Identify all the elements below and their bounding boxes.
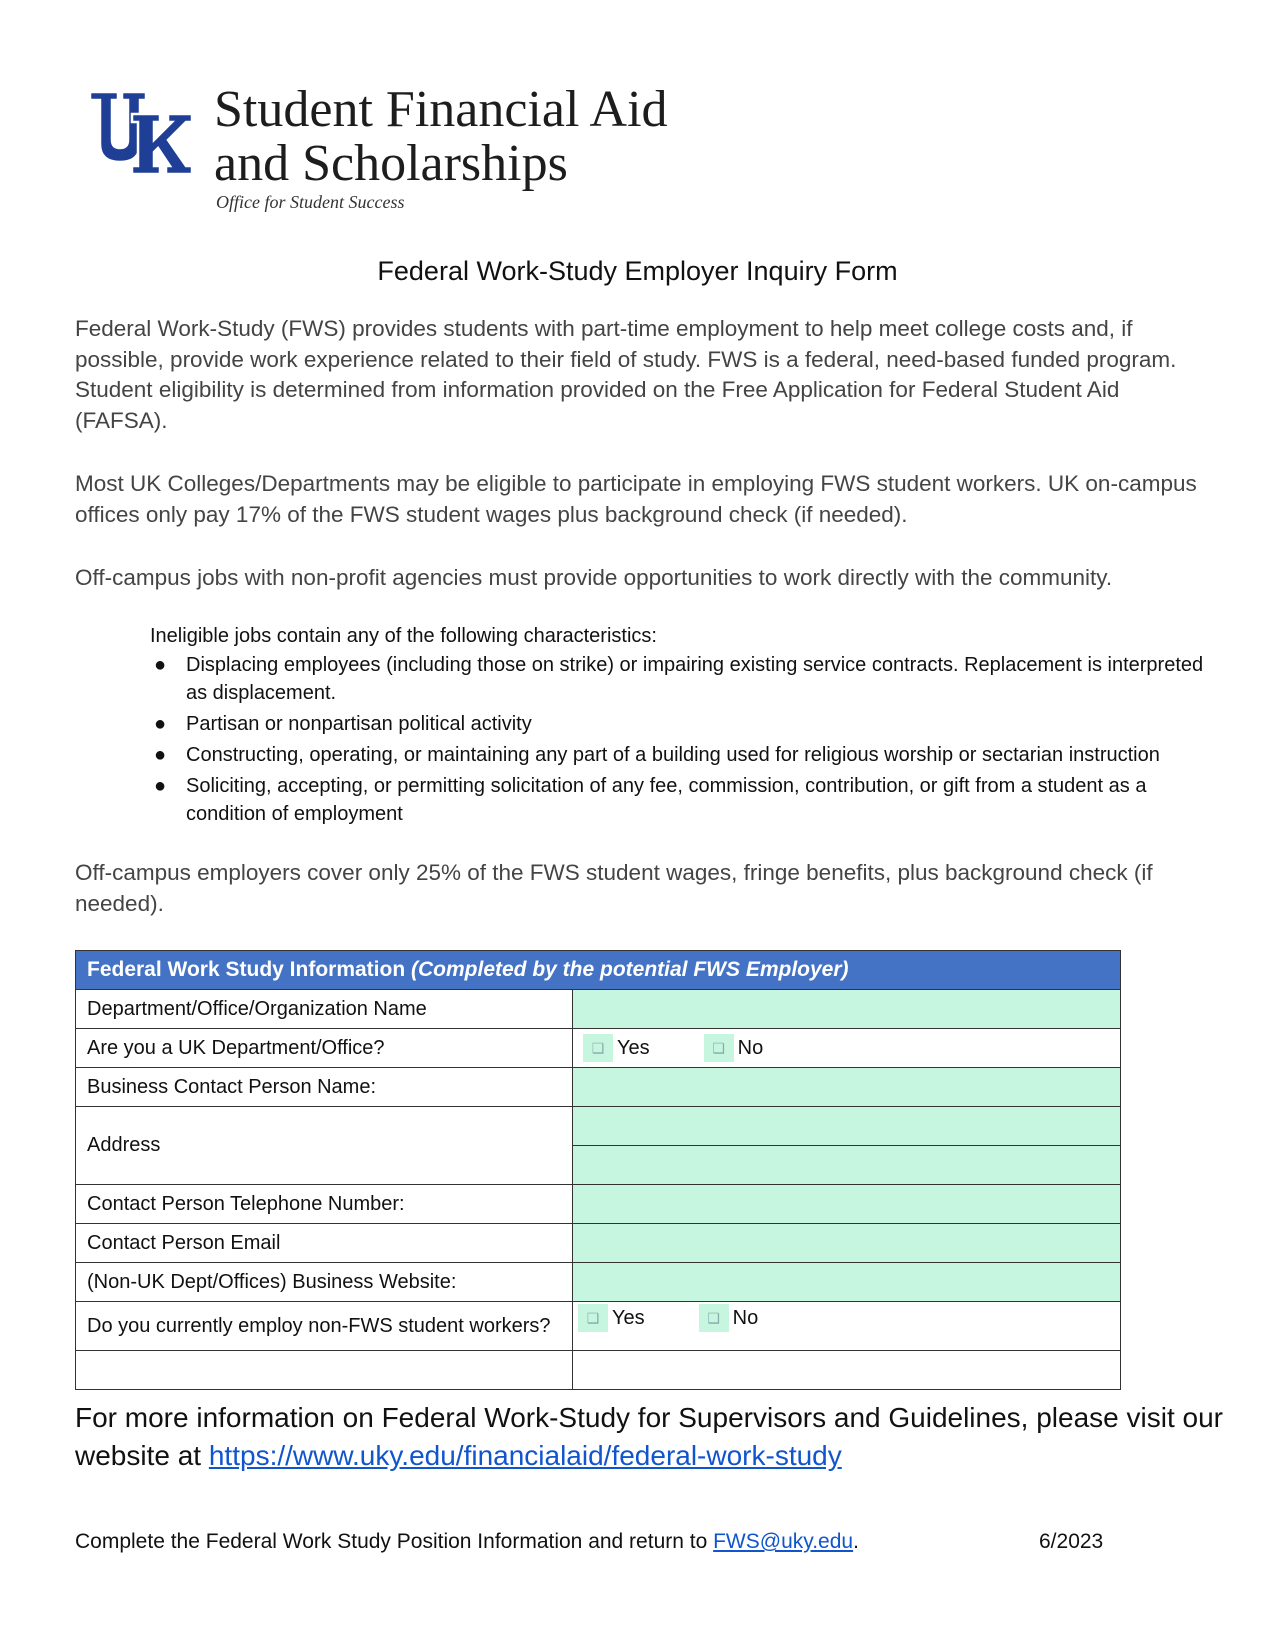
uk-dept-label: Are you a UK Department/Office? bbox=[76, 1029, 573, 1068]
non-fws-yes-checkbox[interactable]: ❑ bbox=[578, 1304, 608, 1332]
ineligible-intro: Ineligible jobs contain any of the following characteristics: bbox=[150, 625, 657, 647]
list-item bbox=[150, 651, 1210, 707]
list-item bbox=[150, 741, 1210, 769]
address-line1-field[interactable] bbox=[573, 1107, 1121, 1146]
address-line2-field[interactable] bbox=[573, 1146, 1121, 1185]
non-fws-options bbox=[573, 1302, 1121, 1351]
telephone-field[interactable] bbox=[573, 1185, 1121, 1224]
bullet-icon: ● bbox=[154, 775, 167, 797]
website-label: (Non-UK Dept/Offices) Business Website: bbox=[76, 1263, 573, 1302]
email-field[interactable] bbox=[573, 1224, 1121, 1263]
uk-logo-icon bbox=[88, 88, 194, 178]
ineligible-list bbox=[150, 651, 1210, 831]
table-header bbox=[76, 951, 1121, 990]
header-logo bbox=[88, 80, 708, 210]
empty-cell bbox=[573, 1351, 1121, 1390]
table-row bbox=[76, 1224, 1121, 1263]
off-campus-cost-paragraph: Off-campus employers cover only 25% of the FWS student wages, fringe benefits, plus background check (if needed). bbox=[75, 860, 1153, 916]
email-label: Contact Person Email bbox=[76, 1224, 573, 1263]
footer-label: Complete the Federal Work Study Position Information and return to bbox=[75, 1530, 714, 1553]
table-row bbox=[76, 1185, 1121, 1224]
bullet-icon: ● bbox=[154, 744, 167, 766]
footer-instructions bbox=[75, 1530, 859, 1554]
telephone-label: Contact Person Telephone Number: bbox=[76, 1185, 573, 1224]
non-fws-no-checkbox[interactable]: ❑ bbox=[699, 1304, 729, 1332]
more-info-label: For more information on Federal Work-Study for Supervisors and Guidelines, please visit our website at bbox=[75, 1402, 1223, 1471]
contact-name-field[interactable] bbox=[573, 1068, 1121, 1107]
table-row bbox=[76, 1107, 1121, 1146]
website-field[interactable] bbox=[573, 1263, 1121, 1302]
brand-title-line2: and Scholarships bbox=[214, 135, 568, 192]
fws-website-link[interactable]: https://www.uky.edu/financialaid/federal-work-study bbox=[208, 1440, 842, 1471]
uk-dept-options bbox=[573, 1029, 1121, 1068]
no-label: No bbox=[737, 1036, 764, 1059]
form-title: Federal Work-Study Employer Inquiry Form bbox=[377, 256, 898, 286]
dept-name-label: Department/Office/Organization Name bbox=[76, 990, 573, 1029]
bullet-icon: ● bbox=[154, 654, 167, 676]
contact-name-label: Business Contact Person Name: bbox=[76, 1068, 573, 1107]
list-item-text: Constructing, operating, or maintaining any part of a building used for religious worship or sectarian instruction bbox=[186, 744, 1160, 766]
yes-label: Yes bbox=[617, 1036, 650, 1059]
table-row bbox=[76, 1029, 1121, 1068]
table-row bbox=[76, 1351, 1121, 1390]
fws-email-link[interactable]: FWS@uky.edu bbox=[713, 1530, 854, 1553]
on-campus-paragraph: Most UK Colleges/Departments may be eligible to participate in employing FWS student workers. UK on-campus offices only pay 17% of the FWS student wages plus background check (if needed). bbox=[75, 471, 1197, 527]
brand-title-line1: Student Financial Aid bbox=[214, 81, 668, 138]
no-label: No bbox=[732, 1306, 759, 1329]
table-row bbox=[76, 1068, 1121, 1107]
list-item-text: Soliciting, accepting, or permitting solicitation of any fee, commission, contribution, or gift from a student as a condition of employment bbox=[186, 775, 1147, 825]
bullet-icon: ● bbox=[154, 713, 167, 735]
table-header-title: Federal Work Study Information bbox=[87, 958, 406, 981]
form-date: 6/2023 bbox=[1039, 1530, 1104, 1553]
table-row bbox=[76, 1263, 1121, 1302]
address-label: Address bbox=[76, 1107, 573, 1185]
empty-cell bbox=[76, 1351, 573, 1390]
yes-label: Yes bbox=[612, 1306, 645, 1329]
brand-subtitle: Office for Student Success bbox=[216, 192, 405, 212]
list-item-text: Displacing employees (including those on strike) or impairing existing service contracts. Replacement is interpreted as displacement. bbox=[186, 654, 1204, 704]
table-row bbox=[76, 1302, 1121, 1351]
dept-name-field[interactable] bbox=[573, 990, 1121, 1029]
intro-paragraph: Federal Work-Study (FWS) provides students with part-time employment to help meet college costs and, if possible, provide work experience related to their field of study. FWS is a federal, need-based funded program. Student eligibility is determined from information provided on the Free Application for Federal Student Aid (FAFSA). bbox=[75, 316, 1177, 433]
fws-information-table bbox=[75, 950, 1121, 1390]
table-row bbox=[76, 990, 1121, 1029]
list-item bbox=[150, 710, 1210, 738]
off-campus-paragraph: Off-campus jobs with non-profit agencies must provide opportunities to work directly with the community. bbox=[75, 565, 1113, 590]
non-fws-label: Do you currently employ non-FWS student workers? bbox=[76, 1302, 573, 1351]
more-info-text bbox=[75, 1399, 1225, 1475]
list-item bbox=[150, 772, 1210, 828]
list-item-text: Partisan or nonpartisan political activity bbox=[186, 713, 532, 735]
uk-dept-no-checkbox[interactable]: ❑ bbox=[704, 1034, 734, 1062]
table-header-note: (Completed by the potential FWS Employer) bbox=[411, 958, 849, 981]
footer-suffix: . bbox=[853, 1530, 859, 1553]
uk-dept-yes-checkbox[interactable]: ❑ bbox=[583, 1034, 613, 1062]
